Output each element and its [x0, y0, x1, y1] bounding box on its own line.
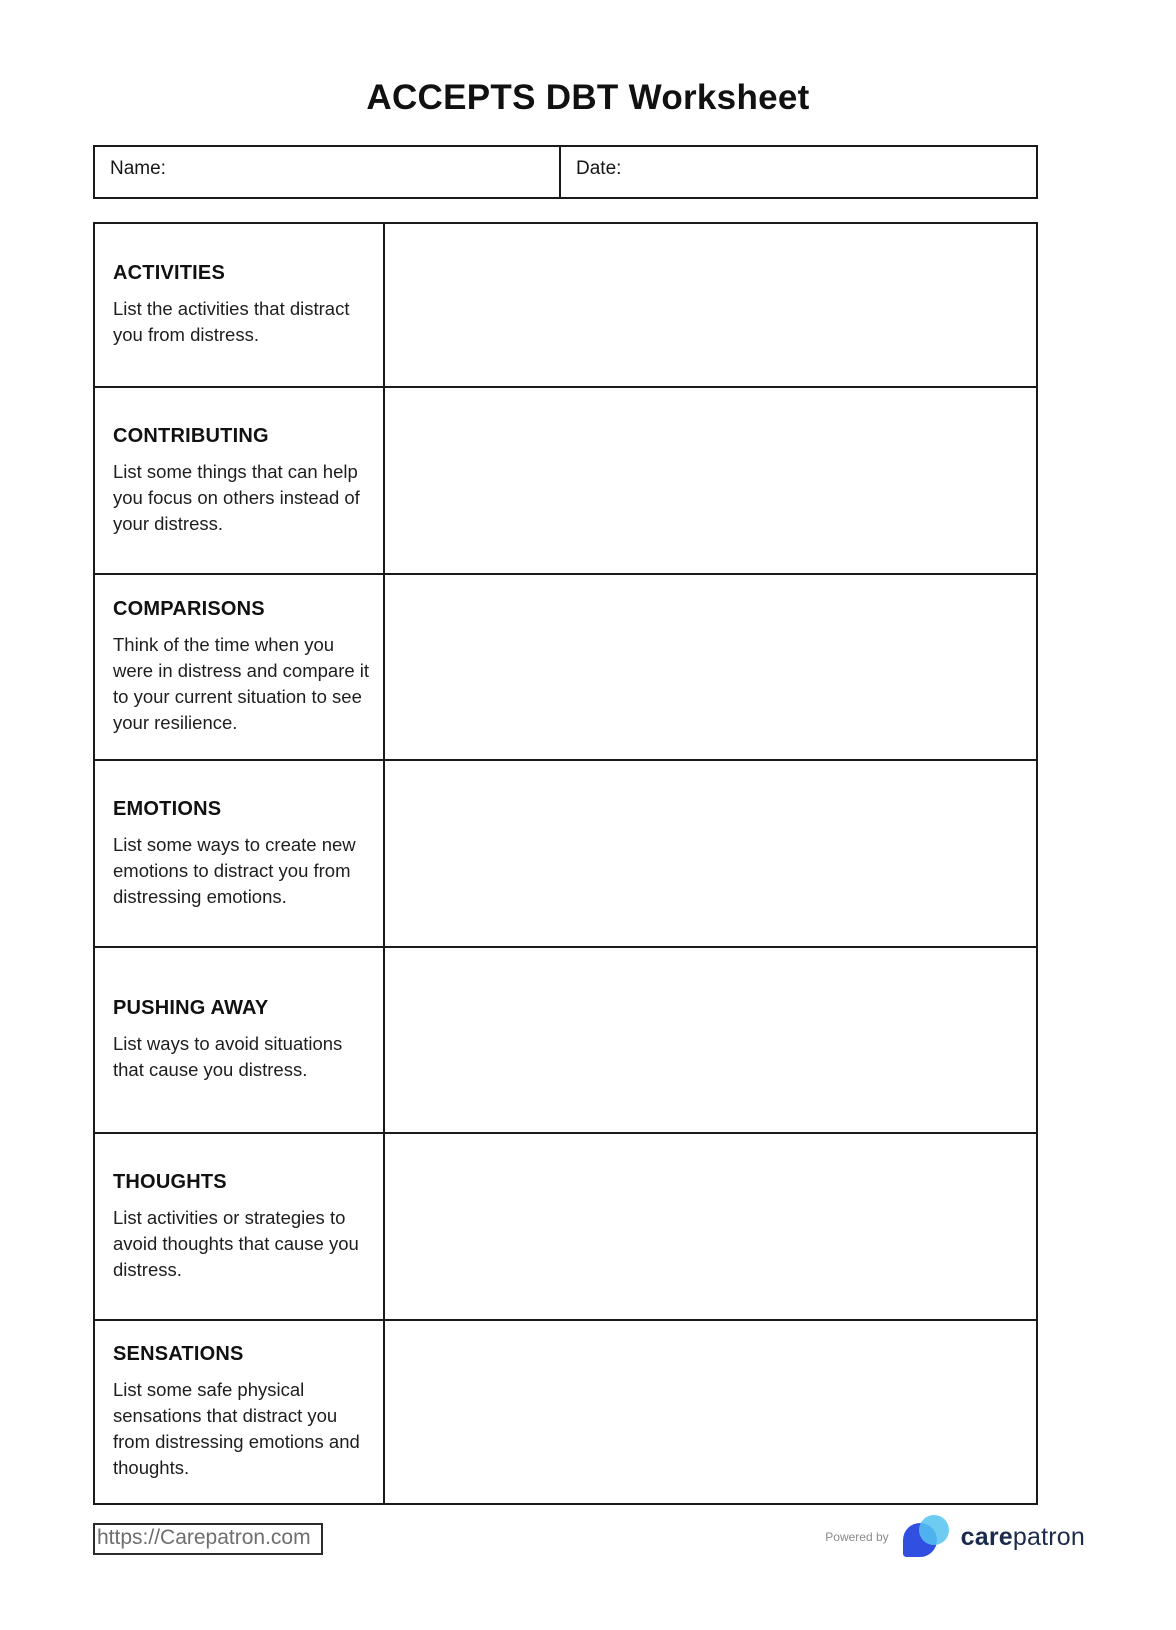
- row-heading-contributing: CONTRIBUTING: [113, 424, 269, 447]
- carepatron-link-text: https://Carepatron.com: [97, 1526, 311, 1549]
- label-cell-contributing: [95, 388, 385, 573]
- powered-by-label: Powered by: [825, 1530, 889, 1544]
- table-row-pushing-away: [95, 948, 1036, 1134]
- row-description-thoughts: List activities or strategies to avoid thoughts that cause you distress.: [113, 1206, 359, 1280]
- wordmark-bold-part: care: [960, 1522, 1013, 1551]
- row-heading-sensations: SENSATIONS: [113, 1343, 244, 1365]
- row-description-sensations: List some safe physical sensations that distract you from distressing emotions and thoughts.: [113, 1379, 360, 1478]
- name-date-table: [93, 145, 1038, 199]
- row-heading-pushing-away: PUSHING AWAY: [113, 997, 269, 1019]
- response-area-pushing-away[interactable]: [385, 948, 1036, 1132]
- page-title: ACCEPTS DBT Worksheet: [366, 78, 810, 117]
- name-input-area[interactable]: [174, 158, 544, 178]
- label-cell-pushing-away: [95, 948, 385, 1132]
- wordmark-regular-part: patron: [1012, 1522, 1085, 1551]
- table-row-contributing: [95, 388, 1036, 575]
- row-description-activities: List the activities that distract you from distress.: [113, 298, 350, 345]
- response-area-sensations[interactable]: [385, 1321, 1036, 1503]
- label-cell-comparisons: [95, 575, 385, 759]
- carepatron-logo-icon: [903, 1515, 949, 1559]
- accepts-table: [93, 222, 1038, 1505]
- response-area-emotions[interactable]: [385, 761, 1036, 946]
- carepatron-link[interactable]: [93, 1523, 323, 1555]
- name-cell: [95, 147, 561, 197]
- table-row-comparisons: [95, 575, 1036, 761]
- row-heading-comparisons: COMPARISONS: [113, 598, 265, 620]
- row-description-comparisons: Think of the time when you were in distress and compare it to your current situation to see your resilience.: [113, 634, 370, 733]
- logo-circle-shape: [919, 1515, 949, 1545]
- table-row-activities: [95, 224, 1036, 388]
- response-area-thoughts[interactable]: [385, 1134, 1036, 1319]
- table-row-emotions: [95, 761, 1036, 948]
- row-description-contributing: List some things that can help you focus on others instead of your distress.: [113, 460, 360, 534]
- label-cell-thoughts: [95, 1134, 385, 1319]
- name-label: Name:: [110, 158, 166, 179]
- row-description-emotions: List some ways to create new emotions to distract you from distressing emotions.: [113, 833, 356, 907]
- response-area-activities[interactable]: [385, 224, 1036, 386]
- table-row-thoughts: [95, 1134, 1036, 1321]
- row-heading-thoughts: THOUGHTS: [113, 1170, 227, 1193]
- date-input-area[interactable]: [629, 158, 1021, 178]
- response-area-contributing[interactable]: [385, 388, 1036, 573]
- date-label: Date:: [576, 158, 622, 179]
- date-cell: [561, 147, 1036, 197]
- response-area-comparisons[interactable]: [385, 575, 1036, 759]
- row-heading-activities: ACTIVITIES: [113, 262, 226, 284]
- label-cell-sensations: [95, 1321, 385, 1503]
- carepatron-wordmark: [961, 1523, 1085, 1552]
- label-cell-activities: [95, 224, 385, 386]
- label-cell-emotions: [95, 761, 385, 946]
- row-description-pushing-away: List ways to avoid situations that cause you distress.: [113, 1033, 343, 1080]
- table-row-sensations: [95, 1321, 1036, 1503]
- row-heading-emotions: EMOTIONS: [113, 797, 222, 820]
- powered-by-block: [825, 1514, 1085, 1560]
